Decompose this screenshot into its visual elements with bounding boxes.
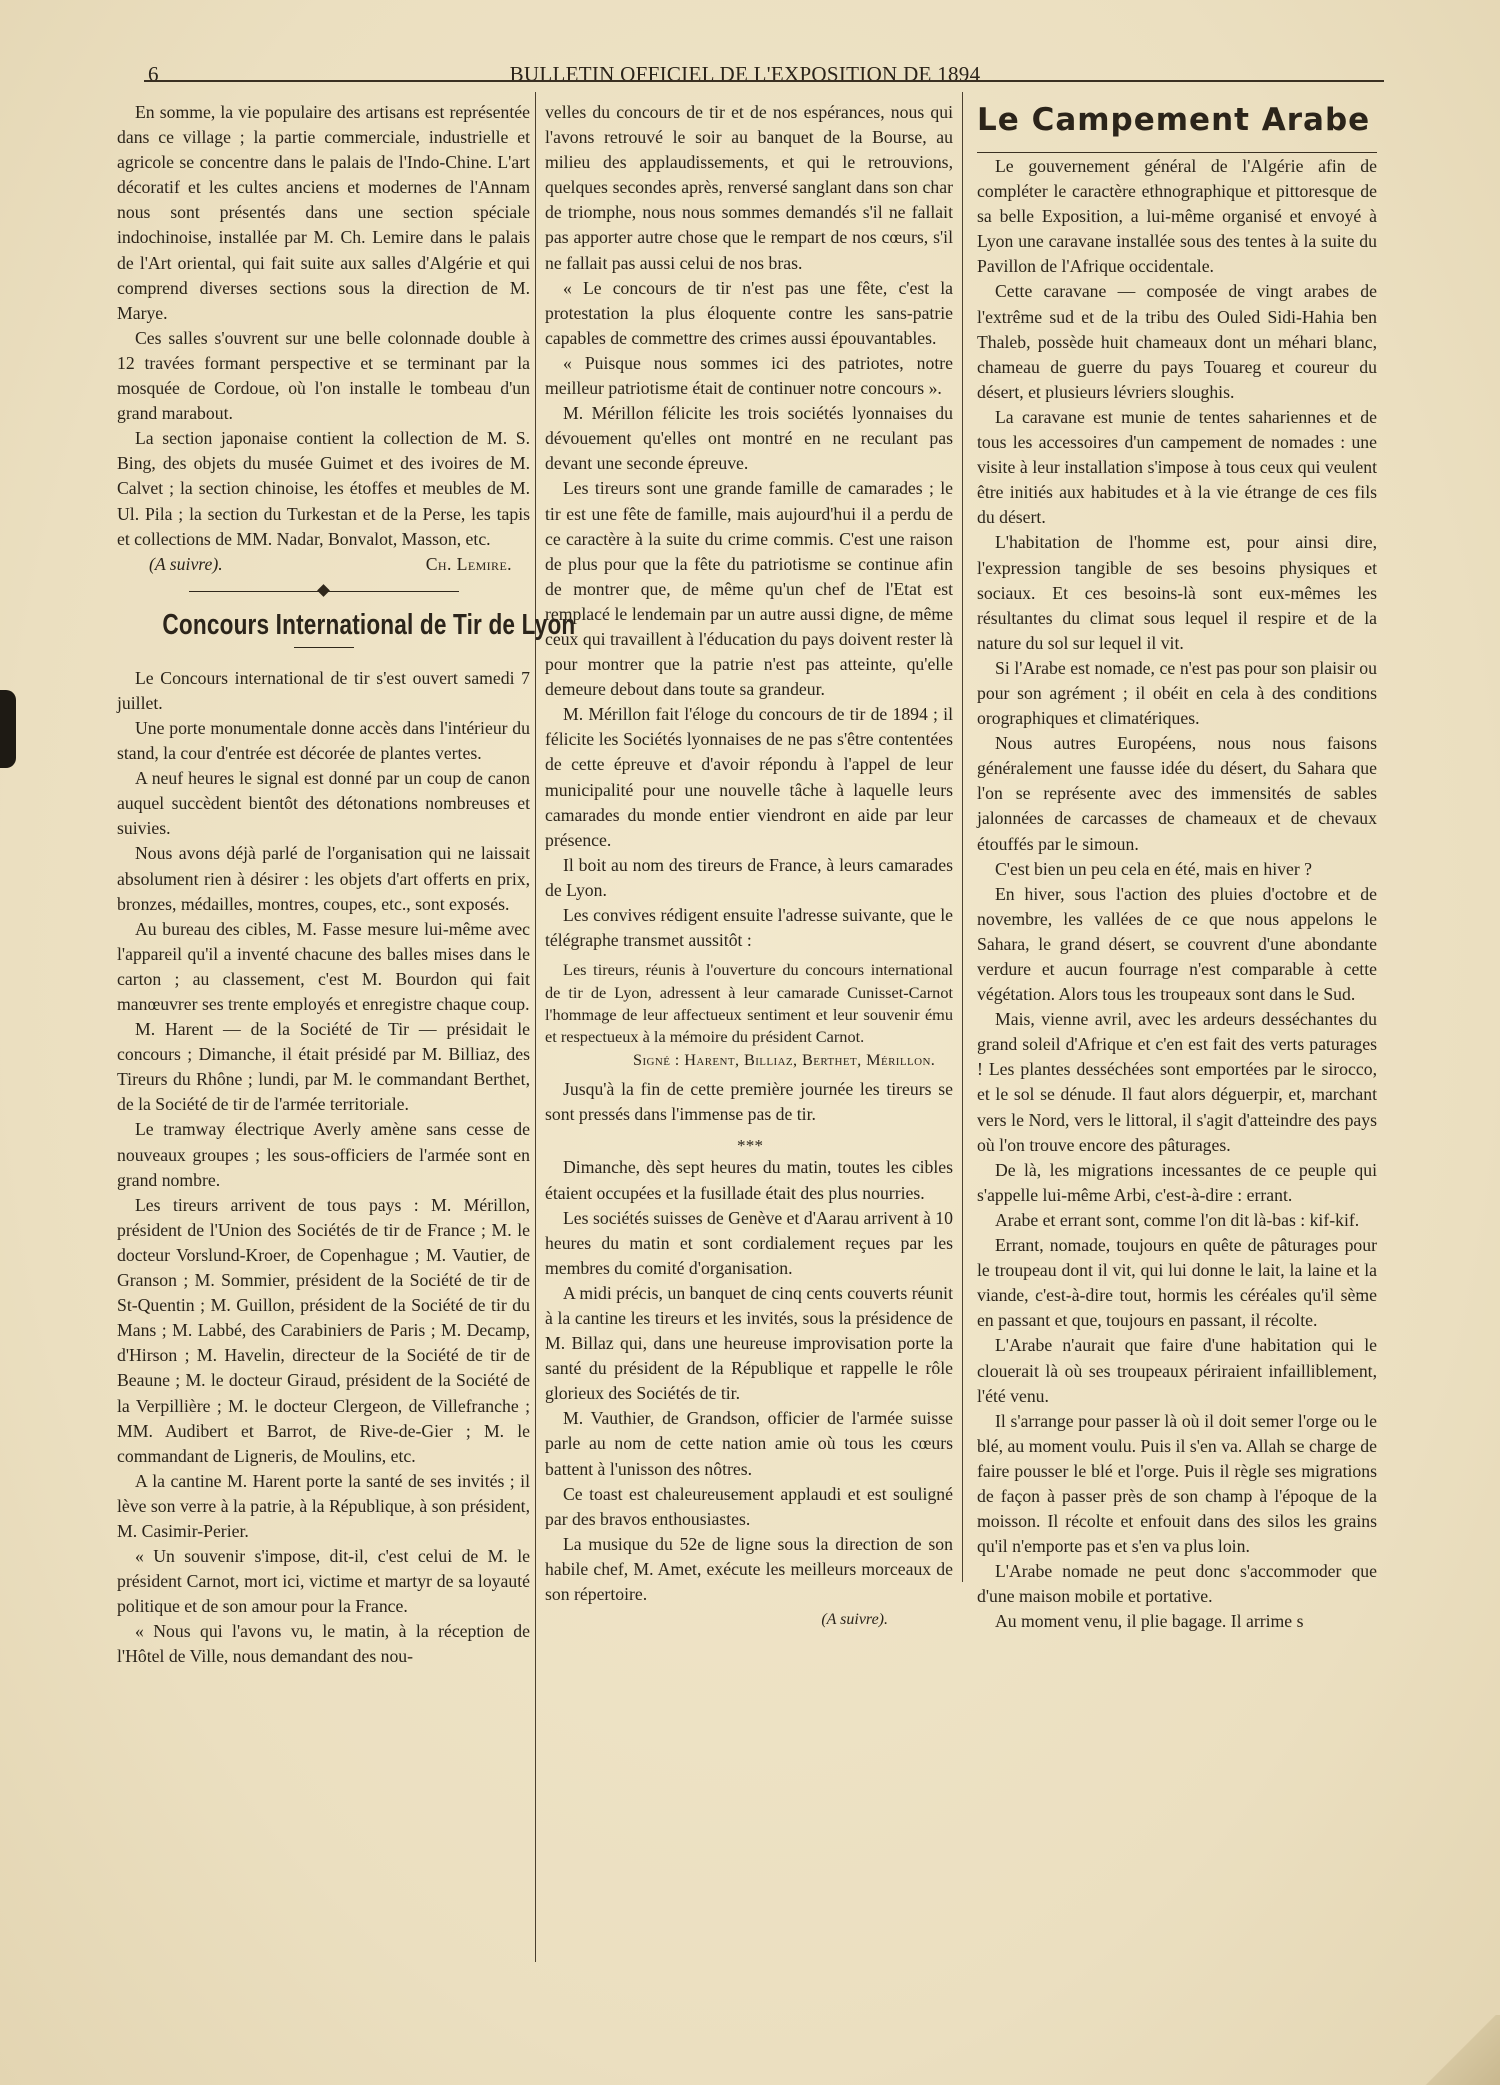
paragraph: En hiver, sous l'action des pluies d'octobre et de novembre, les vallées de ce que nous appelons le Sahara, le grand désert, se couvrent d'une abondante verdure et aucun fourrage n'est comparable à cette végétation. Alors tous les troupeaux sont dans le Sud.	[977, 883, 1377, 1005]
paragraph: La section japonaise contient la collection de M. S. Bing, des objets du musée Guimet et des ivoires de M. Calvet ; la section chinoise, les étoffes et meubles de M. Ul. Pila ; la section du Turkestan et de la Perse, les tapis et collections de MM. Nadar, Bonvalot, Masson, etc.	[117, 428, 530, 549]
paragraph: Nous avons déjà parlé de l'organisation qui ne laissait absolument rien à désirer : les objets d'art offerts en prix, bronzes, médailles, montres, coupes, etc., sont exposés.	[117, 843, 530, 914]
section-asterism: * * *	[737, 1136, 761, 1156]
paragraph: velles du concours de tir et de nos espérances, nous qui l'avons retrouvé le soir au banquet de la Bourse, au milieu des applaudissements, et qui le retrouvions, quelques secondes après, renversé sanglant dans son char de triomphe, nous nous sommes demandés s'il ne fallait pas apporter autre chose que le rempart de nos cœurs, s'il ne fallait pas aussi celui de nos bras.	[545, 102, 953, 273]
paragraph: Arabe et errant sont, comme l'on dit là-bas : kif-kif.	[995, 1209, 1360, 1230]
column-rule-1	[535, 92, 536, 1962]
title-rule	[977, 152, 1377, 153]
folded-corner	[1420, 2015, 1500, 2085]
separator-ornament	[189, 585, 459, 597]
page-number: 6	[148, 62, 159, 86]
paragraph: « Un souvenir s'impose, dit-il, c'est celui de M. le président Carnot, mort ici, victime et martyr de sa loyauté politique et de son amour pour la France.	[117, 1546, 530, 1617]
paragraph: Errant, nomade, toujours en quête de pâturages pour le troupeau dont il vit, qui lui donne le lait, la laine et la viande, c'est-à-dire tout, hormis les céréales qu'il sème en passant et que, toujours en passant, il récolte.	[977, 1235, 1377, 1331]
paragraph: Les convives rédigent ensuite l'adresse suivante, que le télégraphe transmet aussitôt :	[545, 905, 953, 951]
paragraph: Ces salles s'ouvrent sur une belle colonnade double à 12 travées formant perspective et se terminant par la mosquée de Cordoue, où l'on installe le tombeau d'un grand marabout.	[117, 327, 530, 424]
paragraph: Le gouvernement général de l'Algérie afin de compléter le caractère ethnographique et pittoresque de sa belle Exposition, a lui-même organisé et envoyé à Lyon une caravane installée sous des tentes à la suite du Pavillon de l'Afrique occidentale.	[977, 156, 1377, 277]
paragraph: M. Harent — de la Société de Tir — présidait le concours ; Dimanche, il était présidé par M. Billiaz, des Tireurs du Rhône ; lundi, par M. le commandant Berthet, de la Société de tir de l'armée territoriale.	[117, 1019, 530, 1115]
paragraph: « Nous qui l'avons vu, le matin, à la réception de l'Hôtel de Ville, nous demandant des nou-	[117, 1621, 530, 1667]
telegram-text: Les tireurs, réunis à l'ouverture du concours international de tir de Lyon, adressent à leur camarade Cunisset-Carnot l'hommage de leur affectueux sentiment et leur souvenir ému et respectueux à la mémoire du président Carnot.	[545, 960, 953, 1047]
title-rule	[294, 647, 354, 648]
paragraph: Le Concours international de tir s'est ouvert samedi 7 juillet.	[117, 667, 530, 713]
paragraph: L'habitation de l'homme est, pour ainsi dire, l'expression tangible de ses besoins physiques et sociaux. Et ces besoins-là sont eux-mêmes les résultantes du climat sous lequel il respire et de la nature du sol sur lequel il vit.	[977, 532, 1377, 653]
paragraph: C'est bien un peu cela en été, mais en hiver ?	[995, 858, 1313, 879]
paragraph: Une porte monumentale donne accès dans l'intérieur du stand, la cour d'entrée est décorée de plantes vertes.	[117, 717, 530, 764]
paragraph: Le tramway électrique Averly amène sans cesse de nouveaux groupes ; les sous-officiers de l'armée sont en grand nombre.	[117, 1119, 530, 1190]
paragraph: A la cantine M. Harent porte la santé de ses invités ; il lève son verre à la patrie, à la République, à son président, M. Casimir-Perier.	[117, 1470, 530, 1541]
paragraph: L'Arabe n'aurait que faire d'une habitation qui le clouerait là où ses troupeaux périraient infailliblement, l'été venu.	[977, 1335, 1377, 1406]
column-3	[977, 100, 1377, 1635]
paragraph: « Le concours de tir n'est pas une fête, c'est la protestation la plus éloquente contre les sans-patrie capables de commettre des crimes aussi épouvantables.	[545, 277, 953, 348]
ink-blot	[0, 690, 16, 768]
paragraph: Cette caravane — composée de vingt arabes de l'extrême sud et de la tribu des Ouled Sidi-Hahia ben Thaleb, possède huit chameaux dont un méhari blanc, chameau de guerre du pays Touareg et coureur du désert, et plusieurs lévriers sloughis.	[977, 281, 1377, 402]
paragraph: M. Mérillon fait l'éloge du concours de tir de 1894 ; il félicite les Sociétés lyonnaises de ne pas s'être contentées de cette épreuve et d'avoir répondu à l'appel de leur municipalité pour une nouvelle tâche à laquelle leurs camarades du monde entier viendront en aide par leur présence.	[545, 704, 953, 850]
column-rule-2	[962, 92, 963, 1582]
to-be-continued: (A suivre).	[149, 553, 223, 574]
paragraph: Les tireurs arrivent de tous pays : M. Mérillon, président de l'Union des Sociétés de tir de France ; M. le docteur Vorslund-Kroer, de Copenhague ; M. Vautier, de Granson ; M. Sommier, président de la Société de tir de St-Quentin ; M. Guillon, président de la Société de tir du Mans ; M. Labbé, des Carabiniers de Paris ; M. Decamp, d'Hirson ; M. Havelin, directeur de la Société de tir de Beaune ; M. le docteur Giraud, président de la Société de la Verpillière ; M. le docteur Clergeon, de Villefranche ; MM. Audibert et Barrot, de Rive-de-Gier ; M. le commandant de Ligneris, de Moulins, etc.	[117, 1194, 530, 1466]
article-signoff	[117, 552, 530, 577]
column-2	[545, 100, 953, 1632]
paragraph: Nous autres Européens, nous nous faisons généralement une fausse idée du désert, du Sahara que l'on se représente avec des immensités de sables jalonnées de carcasses de chameaux et de chevaux étouffés par le simoun.	[977, 733, 1377, 854]
paragraph: M. Vauthier, de Grandson, officier de l'armée suisse parle au nom de cette nation amie où tous les cœurs battent à l'unisson des nôtres.	[545, 1408, 953, 1479]
paragraph: En somme, la vie populaire des artisans est représentée dans ce village ; la partie commerciale, industrielle et agricole se concentre dans le palais de l'Indo-Chine. L'art décoratif et les cultes anciens et modernes de l'Annam nous sont présentés dans une section spéciale indochinoise, installée par M. Ch. Lemire dans le palais de l'Art oriental, qui fait suite aux salles d'Algérie et qui comprend diverses sections sous la direction de M. Marye.	[117, 102, 530, 323]
paragraph: La musique du 52e de ligne sous la direction de son habile chef, M. Amet, exécute les meilleurs morceaux de son répertoire.	[545, 1533, 953, 1604]
paragraph: L'Arabe nomade ne peut donc s'accommoder que d'une maison mobile et portative.	[977, 1561, 1377, 1607]
paragraph: Dimanche, dès sept heures du matin, toutes les cibles étaient occupées et la fusillade était des plus nourries.	[545, 1157, 953, 1203]
paragraph: Ce toast est chaleureusement applaudi et est souligné par des bravos enthousiastes.	[545, 1483, 953, 1529]
paragraph: M. Mérillon félicite les trois sociétés lyonnaises du dévouement qu'elles ont montré en ne reculant pas devant une seconde épreuve.	[545, 403, 953, 474]
author-signature: Ch. Lemire.	[425, 553, 512, 574]
telegram-signatures: Signé : Harent, Billiaz, Berthet, Mérillon.	[633, 1049, 936, 1069]
paragraph: Au bureau des cibles, M. Fasse mesure lui-même avec l'appareil qu'il a inventé chacune des balles mises dans le carton ; au classement, c'est M. Bourdon qui fait manœuvrer ses trente employés et enregistre chaque coup.	[117, 918, 530, 1014]
paragraph: Il boit au nom des tireurs de France, à leurs camarades de Lyon.	[545, 854, 953, 900]
header-rule	[144, 80, 1384, 82]
running-title: BULLETIN OFFICIEL DE L'EXPOSITION DE 1894	[509, 62, 981, 86]
column-1	[117, 100, 576, 1670]
paragraph: Au moment venu, il plie bagage. Il arrime s	[995, 1611, 1304, 1632]
paragraph: De là, les migrations incessantes de ce peuple qui s'appelle lui-même Arbi, c'est-à-dire : errant.	[977, 1159, 1377, 1205]
paragraph: Si l'Arabe est nomade, ce n'est pas pour son plaisir ou pour son agrément ; il obéit en cela à des conditions orographiques et climatériques.	[977, 657, 1377, 729]
article-title-campement: Le Campement Arabe	[977, 102, 1371, 138]
paragraph: Mais, vienne avril, avec les ardeurs desséchantes du grand soleil d'Afrique et c'en est fait des verts paturages ! Les plantes desséchées sont emportées par le sirocco, et le sol se dénude. Il faut alors déguerpir, et, marchant vers le Nord, vers le littoral, il s'agit d'atteindre des pays où l'on trouve encore des pâturages.	[977, 1009, 1377, 1155]
article-title-concours: Concours International de Tir de Lyon	[162, 608, 576, 641]
paragraph: Jusqu'à la fin de cette première journée les tireurs se sont pressés dans l'immense pas de tir.	[545, 1079, 953, 1125]
paragraph: A midi précis, un banquet de cinq cents couverts réunit à la cantine les tireurs et les invités, sous la présidence de M. Billaz qui, dans une heureuse improvisation porte la santé du président de la République et rappelle le rôle glorieux des Sociétés de tir.	[545, 1282, 953, 1404]
to-be-continued: (A suivre).	[821, 1611, 888, 1629]
paragraph: La caravane est munie de tentes sahariennes et de tous les accessoires d'un campement de nomades : une visite à leur installation s'impose à tous ceux qui veulent être initiés aux habitudes et à la vie étrange de ces fils du désert.	[977, 406, 1377, 528]
telegram-quote	[545, 959, 953, 1071]
paragraph: « Puisque nous sommes ici des patriotes, notre meilleur patriotisme était de continuer notre concours ».	[545, 352, 953, 399]
paragraph: A neuf heures le signal est donné par un coup de canon auquel succèdent bientôt des détonations nombreuses et suivies.	[117, 768, 530, 839]
paragraph: Il s'arrange pour passer là où il doit semer l'orge ou le blé, au moment voulu. Puis il s'en va. Allah se charge de faire pousser le blé et l'orge. Puis il règle ses migrations de façon à passer près de son champ à l'époque de la moisson. Il récolte et enfouit dans des silos les grains qu'il n'emporte pas et s'en va plus loin.	[977, 1410, 1377, 1557]
paragraph: Les tireurs sont une grande famille de camarades ; le tir est une fête de famille, mais aujourd'hui il a perdu de ce caractère à la suite du crime commis. C'est une raison de plus pour que la fête du patriotisme se continue afin de montrer que, de même qu'un chef de l'Etat est remplacé le lendemain par un autre aussi digne, de même ceux qui travaillent à l'éducation du pays doivent rester là pour montrer que la patrie n'est pas atteinte, qu'elle demeure debout dans toute sa grandeur.	[545, 478, 953, 700]
paragraph: Les sociétés suisses de Genève et d'Aarau arrivent à 10 heures du matin et sont cordialement reçues par les membres du comité d'organisation.	[545, 1207, 953, 1278]
